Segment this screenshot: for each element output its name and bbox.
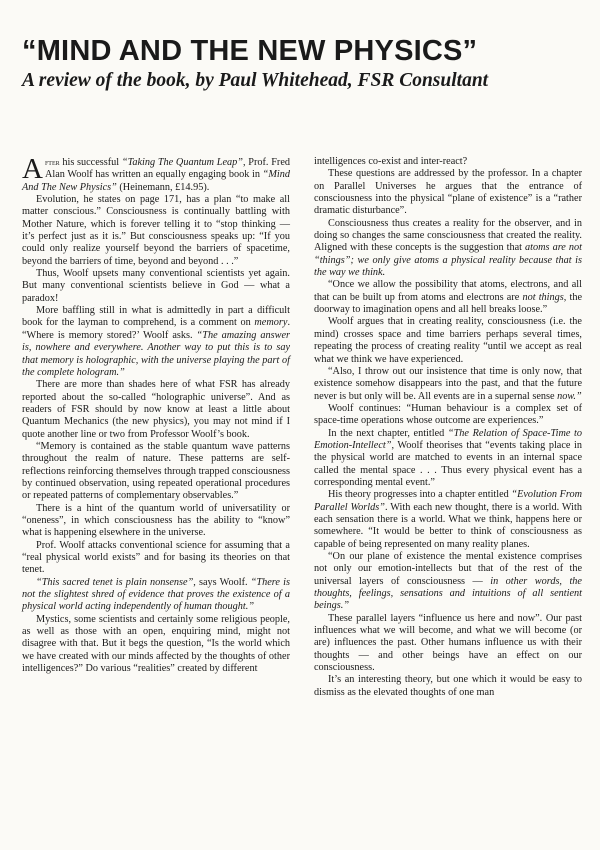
article-page [22,35,582,698]
paragraph: More baffling still in what is admittedly in part a difficult book for the layman to comprehend, is a comment on memory. “Where is memory stored?’ Woolf asks. “The amazing answer is, nowhere and everywhere. Another way to put this is to say that memory is holographic, with the universe playing the part of the complete hologram.” [22,305,290,378]
paragraph: Evolution, he states on page 171, has a plan “to make all matter conscious.” Consciousness is continually battling with Mother Nature, which is forever telling it to “stop thinking — it’s perfect just as it is.” But consciousness speaks up: “If you could only realize yourself beyond the barriers of spacetime, beyond the barriers of time, beyond and beyond . . .” [22,194,290,267]
paragraph: intelligences co-exist and inter-react? [314,156,468,167]
paragraph: His theory progresses into a chapter entitled “Evolution From Parallel Worlds”. With each new thought, there is a world. With each sensation there is a world. What we think, happens here or somewhere. “It would be better to think of consciousness as capable of being represented on many reality planes. [314,489,582,550]
paragraph: Prof. Woolf attacks conventional science for assuming that a “real physical world exists” and for basing its theories on that tenet. [22,539,290,576]
article-body [22,153,582,699]
paragraph: Woolf argues that in creating reality, consciousness (i.e. the mind) crosses space and time barriers perhaps several times, repeating the process of creating reality “until we accept as real what we think we have experienced. [314,316,582,365]
paragraph: “On our plane of existence the mental existence comprises not only our emotion-intellects but that of the rest of the universal layers of consciousness — in other words, the thoughts, feelings, sensations and intuitions of all sentient beings.” [314,551,582,612]
paragraph: Thus, Woolf upsets many conventional scientists yet again. But many conventional scientists believe in God — what a paradox! [22,268,290,304]
left-column [22,153,290,699]
paragraph: Woolf continues: “Human behaviour is a complex set of space-time operations whose outcome are experiences.” [314,402,582,427]
paragraph: “This sacred tenet is plain nonsense”, says Woolf. “There is not the slightest shred of evidence that proves the existence of a physical world acting independently of human thought.” [22,576,290,613]
paragraph: Consciousness thus creates a reality for the observer, and in doing so changes the same consciousness that created the reality. Aligned with these concepts is the suggestion that atoms are not “things”; we only give atoms a physical reality because that is the way we think. [314,217,582,279]
article-subtitle: A review of the book, by Paul Whitehead, FSR Consultant [22,70,489,92]
paragraph: These parallel layers “influence us here and now”. Our past influences what we will become, and what we will become (or are) influences the past. Other humans influence us with their thoughts — and other beings have an effect on our consciousness. [314,612,582,674]
paragraph: These questions are addressed by the professor. In a chapter on Parallel Universes he argues that the entrance of consciousness into the physical “plane of existence” is a “rather dramatic disturbance”. [314,168,582,217]
paragraph: “Also, I throw out our insistence that time is only now, that existence somehow disappears into the past, and that the future never is but only will be. All events are in a supernal sense now.” [314,365,582,402]
paragraph: It’s an interesting theory, but one which it would be easy to dismiss as the elevated thoughts of one man [314,674,582,698]
paragraph: “Memory is contained as the stable quantum wave patterns throughout the realm of nature. These patterns are self-reflections reinforcing themselves through trapped consciousness by continued observation, using repeated operational procedures or repeated patterns of complementary observables.” [22,440,290,502]
paragraph: “Once we allow the possibility that atoms, electrons, and all that can be built up from atoms and electrons are not things, the doorway to imagination opens and all hell breaks loose.” [314,279,582,316]
right-column [314,156,582,699]
article-title: “MIND AND THE NEW PHYSICS” [22,35,478,67]
paragraph: There is a hint of the quantum world of universatility or “oneness”, in which consciousness has the ability to “know” what is happening elsewhere in the universe. [22,502,290,539]
drop-cap: A [22,153,43,185]
paragraph: After his successful “Taking The Quantum Leap”, Prof. Fred Alan Woolf has written an equally engaging book in “Mind And The New Physics” (Heinemann, £14.95). [22,153,290,193]
paragraph: There are more than shades here of what FSR has already reported about the so-called “holographic universe”. And as readers of FSR should by now know at least a little about Quantum Mechanics (the new physics), you may not mind if I quote another line or two from Professor Woolf’s book. [22,379,290,440]
paragraph: In the next chapter, entitled “The Relation of Space-Time to Emotion-Intellect”, Woolf theorises that “events taking place in the physical world are matched to events in an internal space called the mental space . . . Thus every physical event has a corresponding mental event.” [314,427,582,488]
paragraph: Mystics, some scientists and certainly some religious people, as well as those with an open, enquiring mind, might not disagree with that. But it begs the question, “Is the world which we have created with our minds affected by the thoughts of other intelligences?” Do various “realities” created by different [22,613,290,675]
